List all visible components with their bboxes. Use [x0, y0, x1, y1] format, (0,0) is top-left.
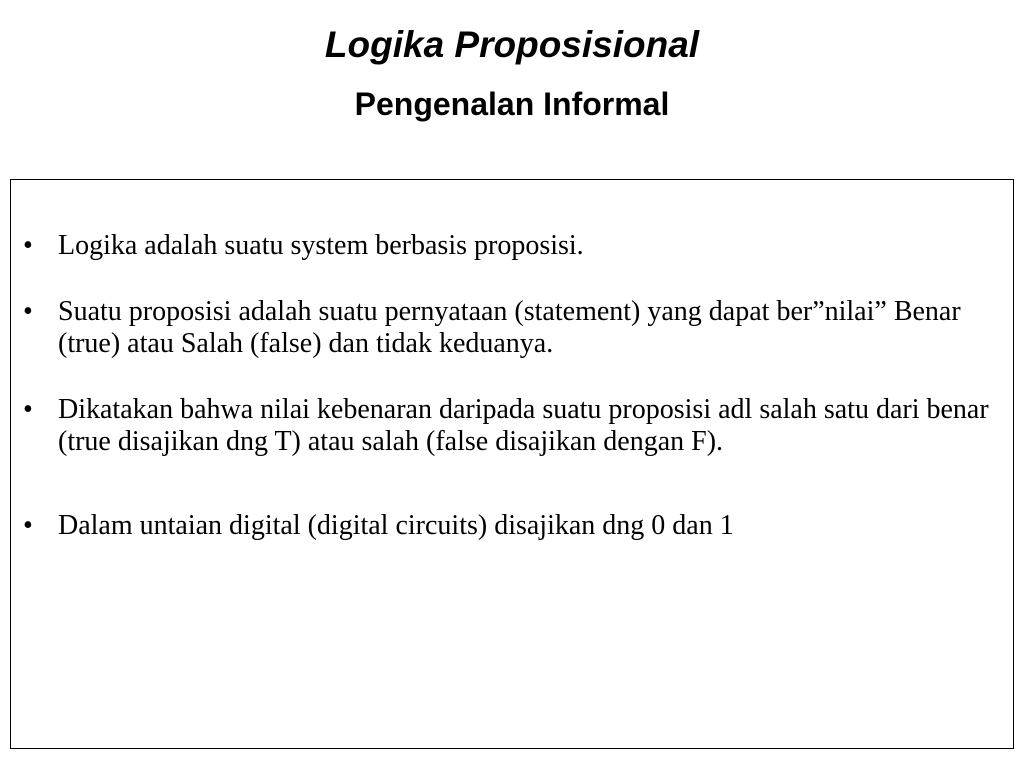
bullet-item: [23, 510, 1003, 542]
bullet-text: Suatu proposisi adalah suatu pernyataan (statement) yang dapat ber”nilai” Benar (true) atau Salah (false) dan tidak keduanya.: [58, 296, 961, 359]
bullet-icon: •: [23, 296, 33, 327]
bullet-icon: •: [23, 394, 33, 425]
bullet-text: Dikatakan bahwa nilai kebenaran daripada suatu proposisi adl salah satu dari benar (true disajikan dng T) atau salah (false disajikan dengan F).: [58, 394, 989, 457]
bullet-icon: •: [23, 510, 33, 541]
slide-title: Logika Proposisional: [324, 24, 700, 65]
bullet-item: [23, 230, 1003, 262]
bullet-list: [23, 230, 1003, 542]
bullet-item: [23, 296, 1003, 360]
content-box: [10, 179, 1014, 749]
slide-subtitle: Pengenalan Informal: [354, 86, 670, 122]
bullet-icon: •: [23, 230, 33, 261]
bullet-text: Dalam untaian digital (digital circuits) disajikan dng 0 dan 1: [58, 510, 734, 541]
bullet-text: Logika adalah suatu system berbasis proposisi.: [58, 230, 584, 261]
bullet-item: [23, 394, 1003, 458]
